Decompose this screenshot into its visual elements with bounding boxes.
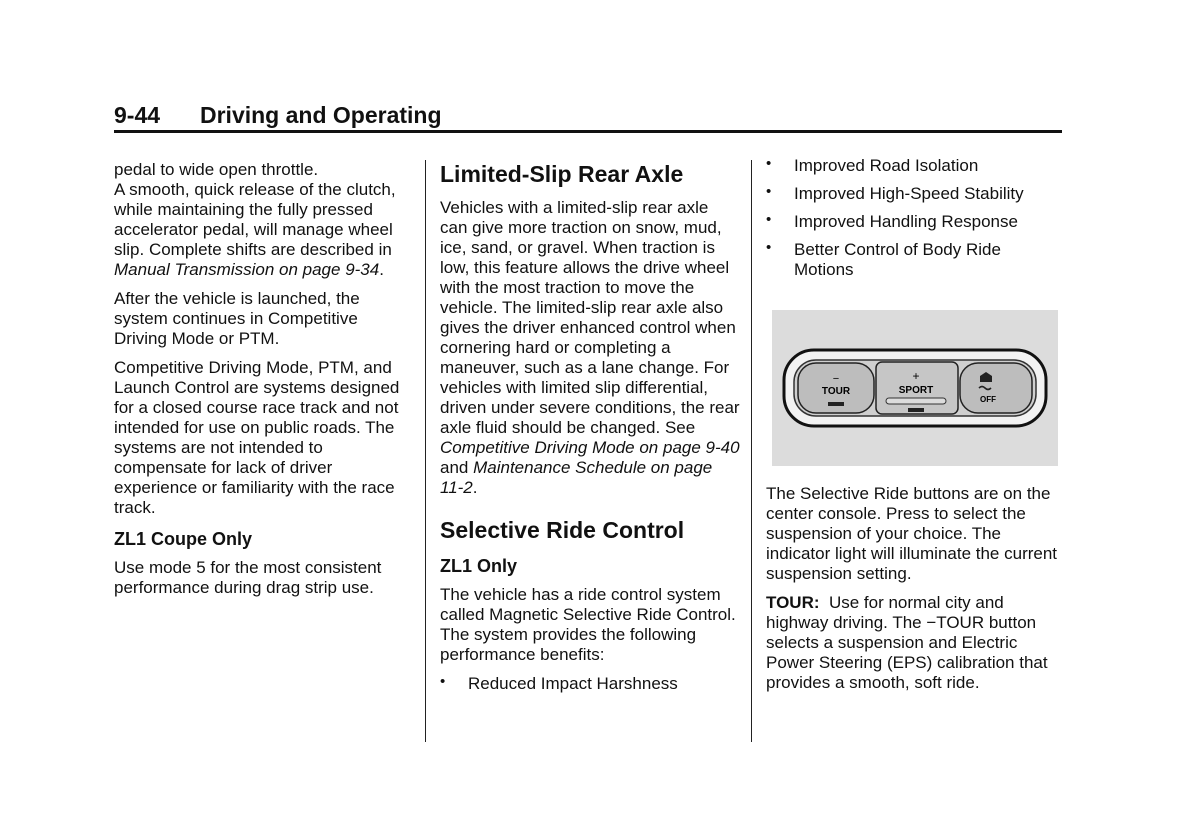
paragraph: Competitive Driving Mode, PTM, and Launch Control are systems designed for a closed course race track and not intended for use on public roads. The systems are not intended to compensate for lack of driver experience or familiarity with the race track.	[114, 358, 400, 517]
subheading: ZL1 Only	[440, 556, 518, 576]
minus-label: −	[832, 373, 840, 385]
benefit-list	[440, 674, 740, 694]
cross-reference: Competitive Driving Mode on page 9-40	[440, 438, 740, 457]
sport-indicator-light	[908, 408, 924, 412]
plus-label: +	[912, 369, 920, 383]
list-item: • Reduced Impact Harshness	[440, 674, 740, 694]
column-divider	[751, 160, 752, 742]
page-number: 9-44	[114, 102, 161, 128]
paragraph: The Selective Ride buttons are on the center console. Press to select the suspension of your choice. The indicator light will illuminate the current suspension setting.	[766, 484, 1058, 583]
column-divider	[425, 160, 426, 742]
paragraph: The vehicle has a ride control system called Magnetic Selective Ride Control. The system provides the following performance benefits:	[440, 585, 736, 664]
off-label: OFF	[980, 395, 996, 404]
section-heading: Selective Ride Control	[440, 517, 685, 543]
cross-reference: Maintenance Schedule on page 11-2	[440, 458, 713, 497]
list-item: • Better Control of Body Ride Motions	[766, 240, 1062, 280]
column-middle	[440, 160, 740, 702]
subheading: ZL1 Coupe Only	[114, 529, 253, 549]
term-tour: TOUR:	[766, 593, 820, 612]
ride-buttons-illustration	[772, 310, 1058, 466]
cross-reference: Manual Transmission on page 9-34	[114, 260, 380, 279]
list-item: • Improved High-Speed Stability	[766, 184, 1062, 204]
tour-indicator-light	[828, 402, 844, 406]
list-item: • Improved Road Isolation	[766, 156, 1062, 176]
sport-button-label: SPORT	[898, 385, 934, 396]
benefit-list	[766, 156, 1062, 280]
paragraph: Vehicles with a limited-slip rear axle can give more traction on snow, mud, ice, sand, or gravel. When traction is low, this feature allows the drive wheel with the most traction to move the vehicle. The limited-slip rear axle also gives the driver enhanced control when cornering hard or completing a maneuver, such as a lane change. For vehicles with limited slip differential, driven under severe conditions, the rear axle fluid should be changed. See Competitive Driving Mode on page 9-40 and Maintenance Schedule on page 11-2.	[440, 198, 740, 497]
page-header	[114, 100, 1062, 133]
paragraph: pedal to wide open throttle.	[114, 160, 319, 179]
column-left	[114, 160, 414, 607]
paragraph: Use mode 5 for the most consistent performance during drag strip use.	[114, 558, 382, 597]
column-right	[766, 156, 1062, 702]
paragraph: TOUR: Use for normal city and highway driving. The −TOUR button selects a suspension and Electric Power Steering (EPS) calibration that provides a smooth, soft ride.	[766, 593, 1053, 692]
paragraph: After the vehicle is launched, the system continues in Competitive Driving Mode or PTM.	[114, 289, 360, 348]
tour-button-label: TOUR	[821, 386, 851, 397]
list-item: • Improved Handling Response	[766, 212, 1062, 232]
paragraph: A smooth, quick release of the clutch, while maintaining the fully pressed accelerator pedal, will manage wheel slip. Complete shifts are described in Manual Transmission on page 9-34.	[114, 180, 396, 279]
section-heading: Limited-Slip Rear Axle	[440, 161, 684, 187]
selective-ride-buttons-figure	[772, 310, 1058, 466]
section-title: Driving and Operating	[200, 102, 442, 128]
